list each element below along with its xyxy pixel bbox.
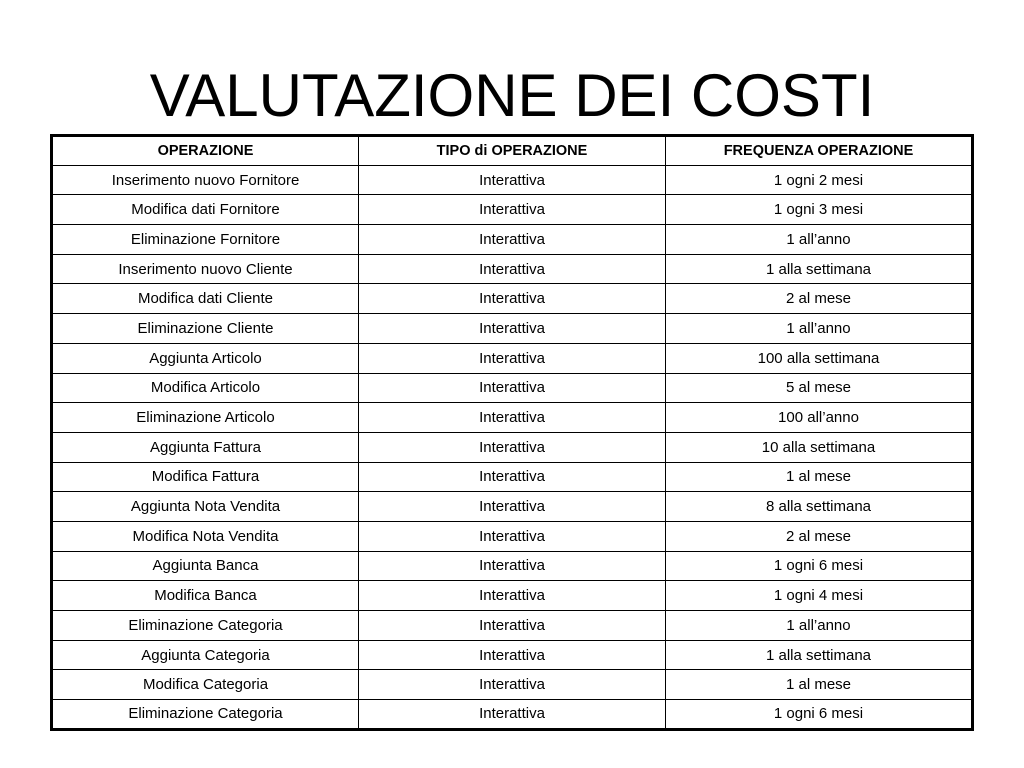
table-row <box>52 165 973 195</box>
frequenza-cell: 1 al mese <box>666 462 973 492</box>
table-row <box>52 432 973 462</box>
operazione-cell: Eliminazione Categoria <box>52 700 359 730</box>
table-row <box>52 314 973 344</box>
cost-table <box>50 134 974 731</box>
frequenza-cell: 1 all’anno <box>666 611 973 641</box>
frequenza-cell: 10 alla settimana <box>666 432 973 462</box>
frequenza-cell: 100 all’anno <box>666 403 973 433</box>
frequenza-cell: 1 ogni 4 mesi <box>666 581 973 611</box>
tipo-operazione-cell: Interattiva <box>359 581 666 611</box>
tipo-operazione-cell: Interattiva <box>359 254 666 284</box>
tipo-operazione-cell: Interattiva <box>359 611 666 641</box>
table-row <box>52 521 973 551</box>
frequenza-cell: 5 al mese <box>666 373 973 403</box>
table-row <box>52 492 973 522</box>
frequenza-cell: 1 ogni 3 mesi <box>666 195 973 225</box>
table-row <box>52 462 973 492</box>
tipo-operazione-cell: Interattiva <box>359 373 666 403</box>
table-header <box>52 136 973 166</box>
table-body <box>52 165 973 729</box>
tipo-operazione-cell: Interattiva <box>359 492 666 522</box>
tipo-operazione-cell: Interattiva <box>359 700 666 730</box>
operazione-cell: Eliminazione Fornitore <box>52 225 359 255</box>
table-row <box>52 551 973 581</box>
operazione-cell: Modifica Categoria <box>52 670 359 700</box>
table-row <box>52 700 973 730</box>
cost-table-container <box>50 134 974 731</box>
table-row <box>52 254 973 284</box>
operazione-cell: Modifica Articolo <box>52 373 359 403</box>
operazione-cell: Eliminazione Articolo <box>52 403 359 433</box>
table-row <box>52 284 973 314</box>
tipo-operazione-cell: Interattiva <box>359 670 666 700</box>
tipo-operazione-cell: Interattiva <box>359 343 666 373</box>
operazione-cell: Modifica dati Fornitore <box>52 195 359 225</box>
table-row <box>52 373 973 403</box>
header-frequenza-operazione: FREQUENZA OPERAZIONE <box>666 136 973 166</box>
tipo-operazione-cell: Interattiva <box>359 551 666 581</box>
frequenza-cell: 1 all’anno <box>666 225 973 255</box>
operazione-cell: Inserimento nuovo Cliente <box>52 254 359 284</box>
operazione-cell: Aggiunta Banca <box>52 551 359 581</box>
slide-title: VALUTAZIONE DEI COSTI <box>149 62 875 129</box>
operazione-cell: Modifica dati Cliente <box>52 284 359 314</box>
table-row <box>52 611 973 641</box>
header-row <box>52 136 973 166</box>
table-row <box>52 343 973 373</box>
frequenza-cell: 1 alla settimana <box>666 254 973 284</box>
frequenza-cell: 2 al mese <box>666 521 973 551</box>
operazione-cell: Eliminazione Categoria <box>52 611 359 641</box>
tipo-operazione-cell: Interattiva <box>359 403 666 433</box>
frequenza-cell: 100 alla settimana <box>666 343 973 373</box>
tipo-operazione-cell: Interattiva <box>359 284 666 314</box>
table-row <box>52 195 973 225</box>
frequenza-cell: 1 ogni 6 mesi <box>666 551 973 581</box>
tipo-operazione-cell: Interattiva <box>359 521 666 551</box>
tipo-operazione-cell: Interattiva <box>359 225 666 255</box>
tipo-operazione-cell: Interattiva <box>359 432 666 462</box>
frequenza-cell: 1 alla settimana <box>666 640 973 670</box>
tipo-operazione-cell: Interattiva <box>359 640 666 670</box>
frequenza-cell: 1 ogni 2 mesi <box>666 165 973 195</box>
operazione-cell: Aggiunta Articolo <box>52 343 359 373</box>
operazione-cell: Eliminazione Cliente <box>52 314 359 344</box>
table-row <box>52 670 973 700</box>
tipo-operazione-cell: Interattiva <box>359 165 666 195</box>
frequenza-cell: 8 alla settimana <box>666 492 973 522</box>
tipo-operazione-cell: Interattiva <box>359 314 666 344</box>
table-row <box>52 581 973 611</box>
frequenza-cell: 2 al mese <box>666 284 973 314</box>
table-row <box>52 640 973 670</box>
operazione-cell: Modifica Nota Vendita <box>52 521 359 551</box>
header-operazione: OPERAZIONE <box>52 136 359 166</box>
operazione-cell: Aggiunta Categoria <box>52 640 359 670</box>
frequenza-cell: 1 al mese <box>666 670 973 700</box>
table-row <box>52 225 973 255</box>
operazione-cell: Aggiunta Fattura <box>52 432 359 462</box>
frequenza-cell: 1 all’anno <box>666 314 973 344</box>
operazione-cell: Aggiunta Nota Vendita <box>52 492 359 522</box>
frequenza-cell: 1 ogni 6 mesi <box>666 700 973 730</box>
tipo-operazione-cell: Interattiva <box>359 462 666 492</box>
tipo-operazione-cell: Interattiva <box>359 195 666 225</box>
operazione-cell: Modifica Banca <box>52 581 359 611</box>
table-row <box>52 403 973 433</box>
operazione-cell: Inserimento nuovo Fornitore <box>52 165 359 195</box>
header-tipo-operazione: TIPO di OPERAZIONE <box>359 136 666 166</box>
operazione-cell: Modifica Fattura <box>52 462 359 492</box>
